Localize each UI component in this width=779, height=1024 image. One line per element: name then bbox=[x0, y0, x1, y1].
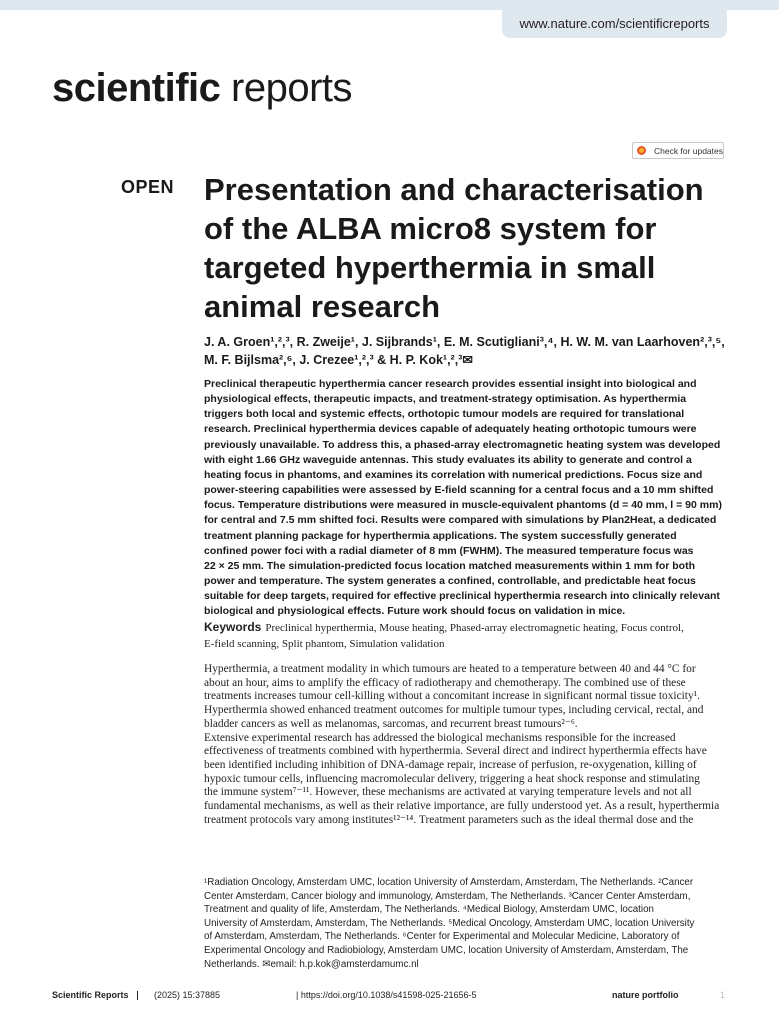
body-line: about an hour, aims to amplify the efficacy of radiotherapy and chemotherapy. The combined use of these bbox=[204, 676, 686, 689]
footer-journal: Scientific Reports bbox=[52, 990, 129, 1000]
affiliations bbox=[204, 876, 727, 971]
abstract-line: previously unavailable. To address this, a phased-array electromagnetic heating system was developed bbox=[204, 438, 721, 451]
title-line: animal research bbox=[204, 289, 441, 324]
url-tab[interactable] bbox=[502, 10, 727, 38]
page-footer bbox=[52, 990, 732, 1004]
body-line: Hyperthermia showed enhanced treatment outcomes for multiple tumour types, including cervical, rectal, and bbox=[204, 704, 704, 717]
affiliation-line: University of Amsterdam, Amsterdam, The Netherlands. ⁵Medical Oncology, Amsterdam UMC, location University bbox=[204, 917, 695, 929]
top-banner bbox=[0, 0, 779, 10]
keywords-text: E-field scanning, Split phantom, Simulation validation bbox=[204, 638, 445, 650]
affiliation-line: Center Amsterdam, Cancer biology and immunology, Amsterdam, The Netherlands. ³Cancer Center Amsterdam, bbox=[204, 890, 691, 902]
footer-citation: (2025) 15:37885 bbox=[154, 990, 221, 1000]
author-line[interactable]: J. A. Groen¹,²,³, R. Zweije¹, J. Sijbrands¹, E. M. Scutigliani³,⁴, H. W. M. van Laarhoven²,³,⁵, bbox=[204, 335, 725, 349]
article-title bbox=[204, 170, 764, 326]
abstract-line: research. Preclinical hyperthermia devices capable of adequately heating orthotopic tumours were bbox=[204, 423, 697, 436]
body-line: hypoxic tumour cells, influencing macromolecular delivery, triggering a heat shock response and stimulating bbox=[204, 772, 700, 785]
brand-light: reports bbox=[220, 66, 353, 110]
title-line: of the ALBA micro8 system for bbox=[204, 211, 657, 246]
abstract-line: 22 × 25 mm. The simulation-predicted focus location matched measurements within 1 mm for both bbox=[204, 559, 695, 572]
abstract-line: power-steering capabilities were assessed by E-field scanning for a central focus and a 10 mm shifted bbox=[204, 484, 714, 497]
title-line: Presentation and characterisation bbox=[204, 172, 704, 207]
abstract-line: physiological effects, therapeutic impacts, and treatment-strategy optimisation. As hyperthermia bbox=[204, 393, 687, 406]
body-line: bladder cancers as well as melanomas, sarcomas, and recurrent breast tumours²⁻⁶. bbox=[204, 717, 578, 730]
title-line: targeted hyperthermia in small bbox=[204, 250, 656, 285]
body-line: treatments increases tumour cell-killing without a concomitant increase in significant normal tissue toxicity¹. bbox=[204, 690, 700, 703]
body-line: Extensive experimental research has addressed the biological mechanisms responsible for the increased bbox=[204, 731, 676, 744]
body-line: been identified including inhibition of DNA-damage repair, increase of perfusion, re-oxygenation, killing of bbox=[204, 758, 697, 771]
journal-url[interactable]: www.nature.com/scientificreports bbox=[519, 16, 710, 31]
footer-doi-link[interactable]: | https://doi.org/10.1038/s41598-025-21656-5 bbox=[296, 990, 477, 1000]
brand-bold: scientific bbox=[52, 66, 221, 110]
author-list bbox=[204, 333, 734, 369]
check-for-updates-button[interactable] bbox=[632, 142, 724, 159]
body-text bbox=[204, 663, 727, 827]
keywords bbox=[204, 619, 727, 652]
publisher-logo: nature portfolio bbox=[612, 990, 679, 1000]
affiliation-line: Experimental Oncology and Radiobiology, Amsterdam UMC, location University of Amsterdam, Amsterdam, The bbox=[204, 944, 689, 956]
keywords-text: Preclinical hyperthermia, Mouse heating, Phased-array electromagnetic heating, Focus control, bbox=[265, 622, 684, 634]
keywords-line-1 bbox=[204, 619, 727, 636]
abstract-line: focus. Temperature distributions were measured in muscle-equivalent phantoms (d = 40 mm, l = 90 mm) bbox=[204, 499, 722, 512]
abstract bbox=[204, 377, 727, 620]
abstract-line: with eight 1.66 GHz waveguide antennas. This study evaluates its ability to generate and control a bbox=[204, 453, 692, 466]
author-line[interactable]: M. F. Bijlsma²,⁶, J. Crezee¹,²,³ & H. P. Kok¹,²,³✉ bbox=[204, 353, 473, 367]
check-for-updates-label: Check for updates bbox=[654, 145, 723, 156]
abstract-line: suitable for deep targets, required for effective preclinical hyperthermia research into clinically relevant bbox=[204, 590, 720, 603]
open-access-label: OPEN bbox=[121, 177, 175, 197]
abstract-line: triggers both local and systemic effects, orthotopic tumour models are required for translational bbox=[204, 408, 685, 421]
page-number: 1 bbox=[720, 990, 726, 1000]
abstract-line: Preclinical therapeutic hyperthermia cancer research provides essential insight into biological and bbox=[204, 378, 697, 390]
keywords-label: Keywords bbox=[204, 620, 262, 634]
abstract-line: for central and 7.5 mm shifted foci. Results were compared with simulations by Plan2Heat, a dedicated bbox=[204, 514, 717, 527]
abstract-line: biological and physiological effects. Future work should focus on validation in mice. bbox=[204, 605, 626, 618]
affiliation-line: of Amsterdam, Amsterdam, The Netherlands. ⁶Center for Experimental and Molecular Medicine, Laboratory of bbox=[204, 931, 680, 943]
body-line: treatment protocols vary among institutes¹²⁻¹⁴. Treatment parameters such as the ideal thermal dose and the bbox=[204, 813, 694, 826]
affiliation-line[interactable]: Netherlands. ✉email: h.p.kok@amsterdamumc.nl bbox=[204, 958, 419, 970]
affiliation-line: ¹Radiation Oncology, Amsterdam UMC, location University of Amsterdam, Amsterdam, The Netherlands. ²Cancer bbox=[204, 877, 694, 888]
journal-logo bbox=[52, 66, 352, 111]
affiliation-line: Treatment and quality of life, Amsterdam, The Netherlands. ⁴Medical Biology, Amsterdam UMC, location bbox=[204, 904, 654, 916]
body-line: effectiveness of treatments combined with hyperthermia. Several direct and indirect hyperthermia effects have bbox=[204, 745, 707, 758]
crossmark-icon bbox=[637, 146, 646, 155]
abstract-line: confined power foci with a radial diameter of 8 mm (FWHM). The measured temperature focus was bbox=[204, 544, 694, 557]
abstract-line: power and temperature. The system generates a confined, controllable, and predictable heat focus bbox=[204, 575, 696, 588]
footer-divider bbox=[137, 991, 138, 1000]
body-line: fundamental mechanisms, as well as their relative importance, are fully understood yet. As a result, hyperthermia bbox=[204, 800, 720, 813]
abstract-line: treatment planning package for hyperthermia applications. The system successfully generated bbox=[204, 529, 677, 542]
body-line: Hyperthermia, a treatment modality in which tumours are heated to a temperature between 40 and 44 °C for bbox=[204, 663, 696, 675]
body-line: the immune system⁷⁻¹¹. However, these mechanisms are activated at varying temperature levels and not all bbox=[204, 786, 692, 799]
abstract-line: heating focus in phantoms, and examines its correlation with numerical predictions. Focus size and bbox=[204, 468, 703, 481]
